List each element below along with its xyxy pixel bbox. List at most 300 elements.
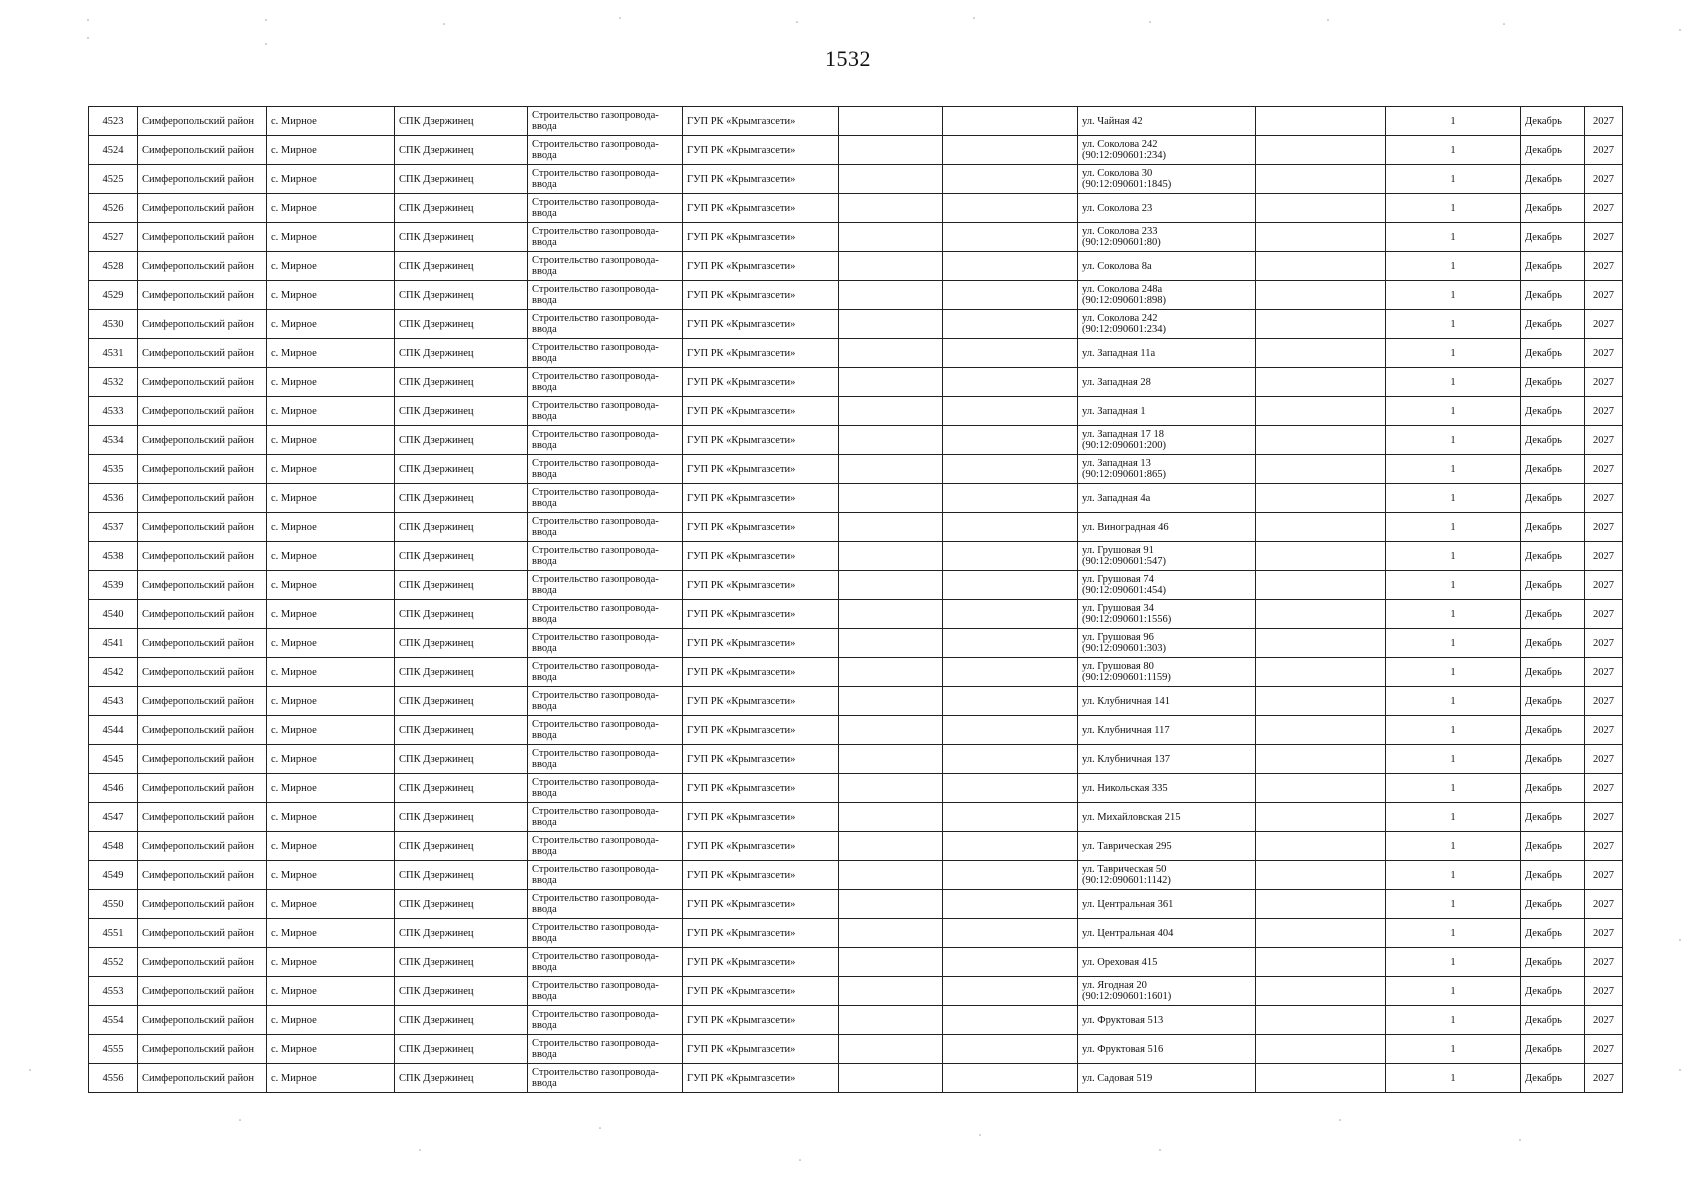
cell-empty xyxy=(943,368,1078,397)
cell-month: Декабрь xyxy=(1521,281,1585,310)
address-street: ул. Соколова 30 xyxy=(1082,168,1153,179)
cell-month: Декабрь xyxy=(1521,339,1585,368)
cell-address xyxy=(1078,310,1256,339)
cell-empty xyxy=(1256,542,1386,571)
cell-empty xyxy=(839,252,943,281)
cell-district: Симферопольский район xyxy=(138,1064,267,1093)
cell-year: 2027 xyxy=(1585,397,1623,426)
cell-work-type: Строительство газопровода-ввода xyxy=(528,1006,683,1035)
cell-empty xyxy=(1256,281,1386,310)
cell-village: с. Мирное xyxy=(267,107,395,136)
cell-village: с. Мирное xyxy=(267,281,395,310)
cell-spk: СПК Дзержинец xyxy=(395,455,528,484)
cell-spk: СПК Дзержинец xyxy=(395,397,528,426)
cell-empty xyxy=(1256,948,1386,977)
cell-spk: СПК Дзержинец xyxy=(395,1064,528,1093)
cell-organization: ГУП РК «Крымгазсети» xyxy=(683,281,839,310)
cell-month: Декабрь xyxy=(1521,774,1585,803)
cell-number: 4556 xyxy=(89,1064,138,1093)
table-row xyxy=(89,107,1623,136)
table-row xyxy=(89,194,1623,223)
address-street: ул. Виноградная 46 xyxy=(1082,521,1169,533)
cell-empty xyxy=(943,136,1078,165)
cell-number: 4550 xyxy=(89,890,138,919)
cell-work-type: Строительство газопровода-ввода xyxy=(528,484,683,513)
address-street: ул. Соколова 242 xyxy=(1082,313,1158,324)
cell-organization: ГУП РК «Крымгазсети» xyxy=(683,484,839,513)
address-street: ул. Грушовая 96 xyxy=(1082,632,1154,643)
cell-village: с. Мирное xyxy=(267,513,395,542)
cell-number: 4548 xyxy=(89,832,138,861)
table-row xyxy=(89,484,1623,513)
cell-year: 2027 xyxy=(1585,1006,1623,1035)
cell-district: Симферопольский район xyxy=(138,890,267,919)
cell-empty xyxy=(943,803,1078,832)
cell-month: Декабрь xyxy=(1521,1064,1585,1093)
cell-work-type: Строительство газопровода-ввода xyxy=(528,194,683,223)
cell-organization: ГУП РК «Крымгазсети» xyxy=(683,368,839,397)
cell-village: с. Мирное xyxy=(267,571,395,600)
address-street: ул. Чайная 42 xyxy=(1082,115,1143,127)
cell-year: 2027 xyxy=(1585,977,1623,1006)
cell-month: Декабрь xyxy=(1521,687,1585,716)
cell-empty xyxy=(1256,368,1386,397)
cell-spk: СПК Дзержинец xyxy=(395,600,528,629)
cell-district: Симферопольский район xyxy=(138,687,267,716)
cell-spk: СПК Дзержинец xyxy=(395,194,528,223)
cell-month: Декабрь xyxy=(1521,1035,1585,1064)
cell-spk: СПК Дзержинец xyxy=(395,803,528,832)
cell-spk: СПК Дзержинец xyxy=(395,484,528,513)
cell-year: 2027 xyxy=(1585,629,1623,658)
cell-empty xyxy=(839,107,943,136)
cell-spk: СПК Дзержинец xyxy=(395,368,528,397)
cell-work-type: Строительство газопровода-ввода xyxy=(528,542,683,571)
cell-month: Декабрь xyxy=(1521,542,1585,571)
cell-quantity: 1 xyxy=(1386,339,1521,368)
cell-empty xyxy=(943,252,1078,281)
cell-organization: ГУП РК «Крымгазсети» xyxy=(683,310,839,339)
cell-address xyxy=(1078,107,1256,136)
cell-spk: СПК Дзержинец xyxy=(395,1006,528,1035)
table-row xyxy=(89,629,1623,658)
cell-empty xyxy=(839,455,943,484)
cell-empty xyxy=(943,658,1078,687)
cell-empty xyxy=(839,194,943,223)
cell-work-type: Строительство газопровода-ввода xyxy=(528,252,683,281)
cell-year: 2027 xyxy=(1585,745,1623,774)
cell-district: Симферопольский район xyxy=(138,832,267,861)
cell-district: Симферопольский район xyxy=(138,194,267,223)
cell-work-type: Строительство газопровода-ввода xyxy=(528,716,683,745)
cell-organization: ГУП РК «Крымгазсети» xyxy=(683,1064,839,1093)
table-row xyxy=(89,542,1623,571)
cell-spk: СПК Дзержинец xyxy=(395,252,528,281)
address-street: ул. Михайловская 215 xyxy=(1082,811,1181,823)
cell-village: с. Мирное xyxy=(267,919,395,948)
cell-organization: ГУП РК «Крымгазсети» xyxy=(683,832,839,861)
address-street: ул. Соколова 8а xyxy=(1082,260,1152,272)
cell-quantity: 1 xyxy=(1386,745,1521,774)
cell-spk: СПК Дзержинец xyxy=(395,687,528,716)
cell-empty xyxy=(943,310,1078,339)
cell-work-type: Строительство газопровода-ввода xyxy=(528,919,683,948)
cell-empty xyxy=(1256,397,1386,426)
cell-quantity: 1 xyxy=(1386,832,1521,861)
cell-year: 2027 xyxy=(1585,861,1623,890)
cell-number: 4551 xyxy=(89,919,138,948)
cell-quantity: 1 xyxy=(1386,658,1521,687)
cell-empty xyxy=(839,571,943,600)
cell-year: 2027 xyxy=(1585,1035,1623,1064)
cell-work-type: Строительство газопровода-ввода xyxy=(528,861,683,890)
cell-number: 4528 xyxy=(89,252,138,281)
cell-month: Декабрь xyxy=(1521,629,1585,658)
cell-month: Декабрь xyxy=(1521,919,1585,948)
cell-empty xyxy=(839,368,943,397)
cell-spk: СПК Дзержинец xyxy=(395,716,528,745)
cell-empty xyxy=(839,281,943,310)
cell-address xyxy=(1078,745,1256,774)
cell-quantity: 1 xyxy=(1386,571,1521,600)
cell-quantity: 1 xyxy=(1386,716,1521,745)
cell-district: Симферопольский район xyxy=(138,745,267,774)
cell-district: Симферопольский район xyxy=(138,542,267,571)
cell-organization: ГУП РК «Крымгазсети» xyxy=(683,919,839,948)
cell-organization: ГУП РК «Крымгазсети» xyxy=(683,745,839,774)
cell-address xyxy=(1078,281,1256,310)
cell-organization: ГУП РК «Крымгазсети» xyxy=(683,426,839,455)
cell-address xyxy=(1078,600,1256,629)
cell-organization: ГУП РК «Крымгазсети» xyxy=(683,513,839,542)
cell-empty xyxy=(839,426,943,455)
cell-district: Симферопольский район xyxy=(138,223,267,252)
cell-village: с. Мирное xyxy=(267,397,395,426)
cell-quantity: 1 xyxy=(1386,890,1521,919)
cell-empty xyxy=(943,948,1078,977)
cell-village: с. Мирное xyxy=(267,890,395,919)
table-row xyxy=(89,745,1623,774)
address-cadastral: (90:12:090601:1142) xyxy=(1082,875,1171,886)
table-row xyxy=(89,687,1623,716)
address-cadastral: (90:12:090601:1159) xyxy=(1082,672,1171,683)
address-cadastral: (90:12:090601:454) xyxy=(1082,585,1166,596)
cell-organization: ГУП РК «Крымгазсети» xyxy=(683,716,839,745)
cell-empty xyxy=(943,571,1078,600)
cell-district: Симферопольский район xyxy=(138,948,267,977)
cell-empty xyxy=(1256,832,1386,861)
table-row xyxy=(89,832,1623,861)
cell-address xyxy=(1078,687,1256,716)
cell-year: 2027 xyxy=(1585,919,1623,948)
cell-month: Декабрь xyxy=(1521,194,1585,223)
cell-year: 2027 xyxy=(1585,948,1623,977)
address-street: ул. Соколова 242 xyxy=(1082,139,1158,150)
cell-work-type: Строительство газопровода-ввода xyxy=(528,310,683,339)
cell-address xyxy=(1078,455,1256,484)
cell-empty xyxy=(839,716,943,745)
cell-year: 2027 xyxy=(1585,890,1623,919)
cell-number: 4540 xyxy=(89,600,138,629)
cell-organization: ГУП РК «Крымгазсети» xyxy=(683,455,839,484)
cell-district: Симферопольский район xyxy=(138,658,267,687)
cell-village: с. Мирное xyxy=(267,658,395,687)
cell-organization: ГУП РК «Крымгазсети» xyxy=(683,252,839,281)
cell-empty xyxy=(1256,658,1386,687)
cell-year: 2027 xyxy=(1585,774,1623,803)
cell-empty xyxy=(1256,426,1386,455)
cell-quantity: 1 xyxy=(1386,919,1521,948)
cell-village: с. Мирное xyxy=(267,1064,395,1093)
cell-month: Декабрь xyxy=(1521,107,1585,136)
cell-month: Декабрь xyxy=(1521,513,1585,542)
page-number: 1532 xyxy=(825,46,871,71)
cell-spk: СПК Дзержинец xyxy=(395,310,528,339)
cell-address xyxy=(1078,513,1256,542)
cell-village: с. Мирное xyxy=(267,252,395,281)
cell-quantity: 1 xyxy=(1386,165,1521,194)
cell-work-type: Строительство газопровода-ввода xyxy=(528,832,683,861)
cell-number: 4531 xyxy=(89,339,138,368)
table-row xyxy=(89,165,1623,194)
cell-spk: СПК Дзержинец xyxy=(395,977,528,1006)
cell-village: с. Мирное xyxy=(267,368,395,397)
cell-month: Декабрь xyxy=(1521,397,1585,426)
cell-address xyxy=(1078,571,1256,600)
cell-quantity: 1 xyxy=(1386,252,1521,281)
cell-month: Декабрь xyxy=(1521,165,1585,194)
table-row xyxy=(89,455,1623,484)
cell-empty xyxy=(943,919,1078,948)
cell-village: с. Мирное xyxy=(267,948,395,977)
cell-spk: СПК Дзержинец xyxy=(395,426,528,455)
cell-number: 4523 xyxy=(89,107,138,136)
cell-empty xyxy=(1256,455,1386,484)
cell-number: 4535 xyxy=(89,455,138,484)
cell-empty xyxy=(1256,310,1386,339)
cell-month: Декабрь xyxy=(1521,484,1585,513)
cell-empty xyxy=(943,745,1078,774)
cell-address xyxy=(1078,542,1256,571)
cell-empty xyxy=(943,1035,1078,1064)
cell-number: 4527 xyxy=(89,223,138,252)
address-street: ул. Западная 13 xyxy=(1082,458,1151,469)
cell-empty xyxy=(839,339,943,368)
cell-spk: СПК Дзержинец xyxy=(395,281,528,310)
cell-empty xyxy=(943,600,1078,629)
cell-address xyxy=(1078,194,1256,223)
cell-address xyxy=(1078,252,1256,281)
cell-village: с. Мирное xyxy=(267,745,395,774)
table-row xyxy=(89,1064,1623,1093)
cell-empty xyxy=(943,774,1078,803)
cell-empty xyxy=(943,339,1078,368)
address-street: ул. Западная 17 18 xyxy=(1082,429,1165,440)
cell-district: Симферопольский район xyxy=(138,368,267,397)
address-street: ул. Западная 1 xyxy=(1082,405,1146,417)
cell-empty xyxy=(1256,252,1386,281)
cell-empty xyxy=(943,281,1078,310)
cell-address xyxy=(1078,716,1256,745)
cell-year: 2027 xyxy=(1585,687,1623,716)
cell-organization: ГУП РК «Крымгазсети» xyxy=(683,774,839,803)
cell-organization: ГУП РК «Крымгазсети» xyxy=(683,223,839,252)
cell-year: 2027 xyxy=(1585,716,1623,745)
cell-empty xyxy=(943,397,1078,426)
cell-spk: СПК Дзержинец xyxy=(395,542,528,571)
cell-empty xyxy=(839,658,943,687)
cell-month: Декабрь xyxy=(1521,426,1585,455)
cell-year: 2027 xyxy=(1585,426,1623,455)
cell-quantity: 1 xyxy=(1386,977,1521,1006)
table-row xyxy=(89,1006,1623,1035)
cell-number: 4530 xyxy=(89,310,138,339)
address-street: ул. Клубничная 141 xyxy=(1082,695,1170,707)
cell-number: 4544 xyxy=(89,716,138,745)
cell-number: 4524 xyxy=(89,136,138,165)
address-cadastral: (90:12:090601:1601) xyxy=(1082,991,1172,1002)
address-street: ул. Ореховая 415 xyxy=(1082,956,1158,968)
address-street: ул. Фруктовая 516 xyxy=(1082,1043,1164,1055)
cell-district: Симферопольский район xyxy=(138,861,267,890)
address-street: ул. Грушовая 34 xyxy=(1082,603,1154,614)
cell-organization: ГУП РК «Крымгазсети» xyxy=(683,948,839,977)
cell-organization: ГУП РК «Крымгазсети» xyxy=(683,658,839,687)
cell-empty xyxy=(839,542,943,571)
cell-empty xyxy=(839,977,943,1006)
cell-work-type: Строительство газопровода-ввода xyxy=(528,571,683,600)
cell-year: 2027 xyxy=(1585,542,1623,571)
cell-organization: ГУП РК «Крымгазсети» xyxy=(683,861,839,890)
cell-year: 2027 xyxy=(1585,1064,1623,1093)
cell-district: Симферопольский район xyxy=(138,513,267,542)
cell-district: Симферопольский район xyxy=(138,1035,267,1064)
cell-district: Симферопольский район xyxy=(138,281,267,310)
table-row xyxy=(89,310,1623,339)
cell-organization: ГУП РК «Крымгазсети» xyxy=(683,629,839,658)
cell-address xyxy=(1078,165,1256,194)
cell-village: с. Мирное xyxy=(267,339,395,368)
cell-number: 4537 xyxy=(89,513,138,542)
table-row xyxy=(89,223,1623,252)
cell-address xyxy=(1078,774,1256,803)
cell-organization: ГУП РК «Крымгазсети» xyxy=(683,542,839,571)
cell-empty xyxy=(839,629,943,658)
cell-year: 2027 xyxy=(1585,658,1623,687)
cell-empty xyxy=(1256,977,1386,1006)
cell-quantity: 1 xyxy=(1386,600,1521,629)
cell-number: 4541 xyxy=(89,629,138,658)
address-street: ул. Фруктовая 513 xyxy=(1082,1014,1164,1026)
cell-village: с. Мирное xyxy=(267,1006,395,1035)
table-row xyxy=(89,658,1623,687)
cell-district: Симферопольский район xyxy=(138,310,267,339)
cell-village: с. Мирное xyxy=(267,629,395,658)
cell-work-type: Строительство газопровода-ввода xyxy=(528,281,683,310)
address-street: ул. Таврическая 50 xyxy=(1082,864,1167,875)
cell-empty xyxy=(943,165,1078,194)
cell-address xyxy=(1078,658,1256,687)
cell-village: с. Мирное xyxy=(267,716,395,745)
cell-year: 2027 xyxy=(1585,803,1623,832)
cell-quantity: 1 xyxy=(1386,774,1521,803)
cell-district: Симферопольский район xyxy=(138,600,267,629)
cell-empty xyxy=(943,629,1078,658)
cell-number: 4539 xyxy=(89,571,138,600)
cell-village: с. Мирное xyxy=(267,136,395,165)
cell-work-type: Строительство газопровода-ввода xyxy=(528,1035,683,1064)
cell-spk: СПК Дзержинец xyxy=(395,1035,528,1064)
cell-empty xyxy=(943,977,1078,1006)
cell-empty xyxy=(1256,107,1386,136)
cell-quantity: 1 xyxy=(1386,397,1521,426)
address-street: ул. Клубничная 137 xyxy=(1082,753,1170,765)
cell-work-type: Строительство газопровода-ввода xyxy=(528,658,683,687)
cell-month: Декабрь xyxy=(1521,223,1585,252)
cell-spk: СПК Дзержинец xyxy=(395,890,528,919)
cell-empty xyxy=(1256,803,1386,832)
cell-empty xyxy=(839,890,943,919)
cell-quantity: 1 xyxy=(1386,484,1521,513)
table-row xyxy=(89,252,1623,281)
cell-year: 2027 xyxy=(1585,600,1623,629)
cell-month: Декабрь xyxy=(1521,252,1585,281)
cell-year: 2027 xyxy=(1585,223,1623,252)
cell-month: Декабрь xyxy=(1521,368,1585,397)
cell-quantity: 1 xyxy=(1386,1006,1521,1035)
cell-month: Декабрь xyxy=(1521,600,1585,629)
cell-month: Декабрь xyxy=(1521,716,1585,745)
cell-organization: ГУП РК «Крымгазсети» xyxy=(683,1035,839,1064)
cell-village: с. Мирное xyxy=(267,455,395,484)
cell-spk: СПК Дзержинец xyxy=(395,658,528,687)
cell-district: Симферопольский район xyxy=(138,426,267,455)
cell-address xyxy=(1078,1006,1256,1035)
cell-empty xyxy=(1256,861,1386,890)
cell-work-type: Строительство газопровода-ввода xyxy=(528,136,683,165)
address-street: ул. Соколова 23 xyxy=(1082,202,1153,214)
cell-empty xyxy=(1256,745,1386,774)
table-row xyxy=(89,803,1623,832)
address-street: ул. Центральная 361 xyxy=(1082,898,1174,910)
cell-address xyxy=(1078,484,1256,513)
cell-month: Декабрь xyxy=(1521,571,1585,600)
cell-empty xyxy=(839,165,943,194)
cell-quantity: 1 xyxy=(1386,136,1521,165)
cell-empty xyxy=(943,1064,1078,1093)
cell-work-type: Строительство газопровода-ввода xyxy=(528,948,683,977)
cell-month: Декабрь xyxy=(1521,310,1585,339)
cell-address xyxy=(1078,368,1256,397)
cell-month: Декабрь xyxy=(1521,861,1585,890)
cell-district: Симферопольский район xyxy=(138,977,267,1006)
cell-empty xyxy=(839,803,943,832)
cell-spk: СПК Дзержинец xyxy=(395,136,528,165)
cell-organization: ГУП РК «Крымгазсети» xyxy=(683,571,839,600)
cell-village: с. Мирное xyxy=(267,194,395,223)
address-cadastral: (90:12:090601:865) xyxy=(1082,469,1166,480)
cell-empty xyxy=(943,484,1078,513)
cell-empty xyxy=(1256,339,1386,368)
table-row xyxy=(89,136,1623,165)
cell-year: 2027 xyxy=(1585,571,1623,600)
cell-organization: ГУП РК «Крымгазсети» xyxy=(683,165,839,194)
cell-empty xyxy=(839,948,943,977)
cell-work-type: Строительство газопровода-ввода xyxy=(528,513,683,542)
cell-village: с. Мирное xyxy=(267,165,395,194)
table-row xyxy=(89,571,1623,600)
cell-empty xyxy=(839,774,943,803)
